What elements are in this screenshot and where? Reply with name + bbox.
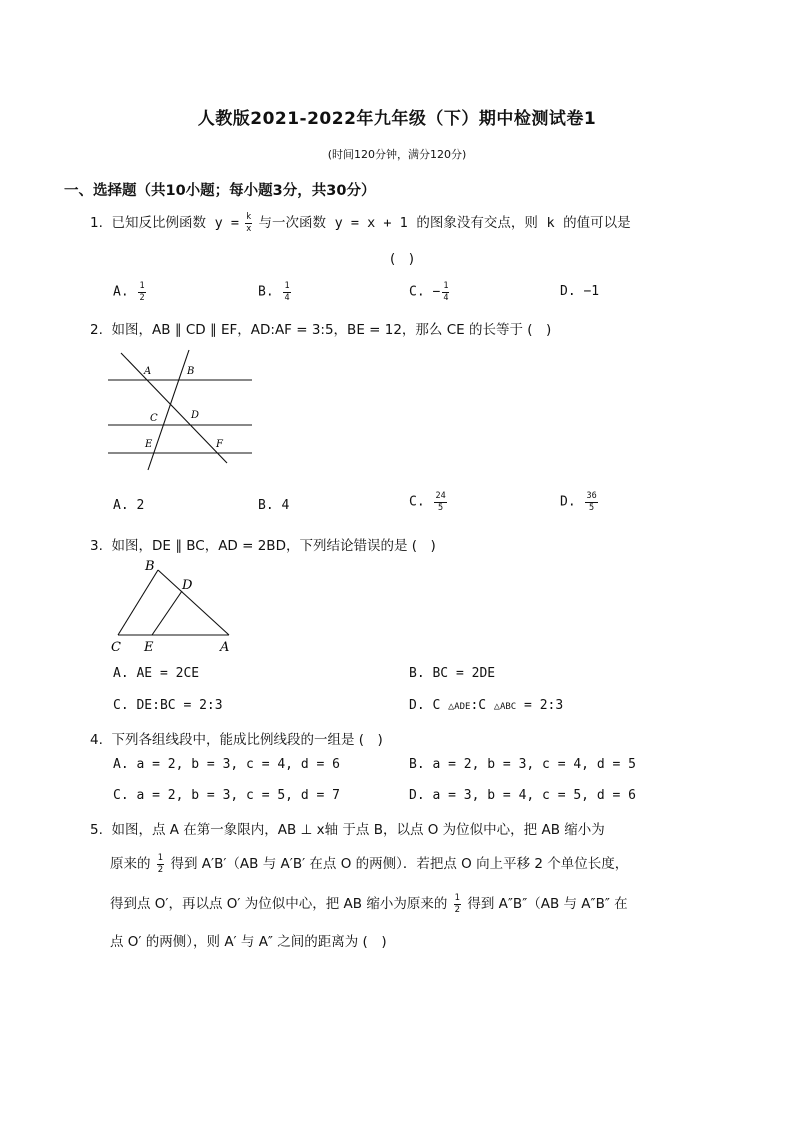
question-text: 如图，AB ∥ CD ∥ EF，AD:AF = 3:5，BE = 12，那么 CE 的长等于 ( ) <box>111 322 552 338</box>
question-number: 3. <box>90 538 103 554</box>
fraction: $\frac{1}{2}$ <box>139 281 145 303</box>
option-c: C. − $\frac{1}{4}$ <box>409 281 449 303</box>
option-c: C. a = 2, b = 3, c = 5, d = 7 <box>113 788 340 803</box>
option-b: B. a = 2, b = 3, c = 4, d = 5 <box>409 757 636 772</box>
page-title: 人教版2021-2022年九年级（下）期中检测试卷1 <box>197 109 597 129</box>
formula: y = <box>214 215 239 231</box>
question-5-line-3: 得到点 O′，再以点 O′ 为位似中心，把 AB 缩小为原来的 $\frac{1}{2}$ 得到 A″B″（AB 与 A″B″ 在 <box>110 893 628 915</box>
question-text: 的值可以是 <box>563 215 631 231</box>
fraction: $\frac{1}{2}$ <box>454 893 461 915</box>
question-text: 与一次函数 <box>258 215 326 231</box>
question-4 <box>90 728 383 748</box>
option-d: D. −1 <box>560 284 600 299</box>
question-5-line-2: 原来的 $\frac{1}{2}$ 得到 A′B′（AB 与 A′B′ 在点 O 的两侧）．若把点 O 向上平移 2 个单位长度， <box>110 853 629 875</box>
fraction: $\frac{1}{4}$ <box>443 281 449 303</box>
option-a: A. 2 <box>113 498 145 513</box>
figure-label-a: A <box>220 640 230 655</box>
figure-label-e: E <box>144 640 154 655</box>
figure-label-e: E <box>145 439 153 450</box>
figure-label-f: F <box>216 439 223 450</box>
question-number: 1. <box>90 215 103 231</box>
variable: k <box>546 215 555 231</box>
figure-label-c: C <box>111 640 121 655</box>
question-number: 4. <box>90 732 103 748</box>
figure-label-b: B <box>187 366 195 377</box>
option-b: B. BC = 2DE <box>409 666 496 681</box>
question-5 <box>90 818 605 838</box>
option-a: A. $\frac{1}{2}$ <box>113 281 145 303</box>
fraction: $\frac{k}{x}$ <box>246 212 252 234</box>
option-a: A. AE = 2CE <box>113 666 200 681</box>
question-2 <box>90 318 551 338</box>
question-5-line-4: 点 O′ 的两侧），则 A′ 与 A″ 之间的距离为 ( ) <box>110 934 387 950</box>
parallel-lines-figure <box>105 345 265 475</box>
question-text: 的图象没有交点，则 <box>416 215 538 231</box>
answer-paren: ( ) <box>390 251 415 267</box>
triangle-figure <box>106 555 246 655</box>
question-3 <box>90 534 436 554</box>
question-text: 已知反比例函数 <box>111 215 206 231</box>
option-d: D. C △ADE:C △ABC = 2:3 <box>409 698 564 713</box>
question-text: 如图，DE ∥ BC，AD = 2BD，下列结论错误的是 ( ) <box>111 538 436 554</box>
question-text: 如图，点 A 在第一象限内，AB ⊥ x轴 于点 B，以点 O 为位似中心，把 AB 缩小为 <box>111 822 605 838</box>
figure-label-b: B <box>145 559 155 574</box>
page-subtitle: (时间120分钟，满分120分) <box>327 148 467 161</box>
question-number: 5. <box>90 822 103 838</box>
fraction: $\frac{36}{5}$ <box>586 491 597 513</box>
option-c: C. DE:BC = 2:3 <box>113 698 223 713</box>
fraction: $\frac{1}{2}$ <box>157 853 164 875</box>
figure-label-c: C <box>150 413 158 424</box>
question-1 <box>90 211 631 233</box>
fraction: $\frac{24}{5}$ <box>435 491 446 513</box>
option-d: D. a = 3, b = 4, c = 5, d = 6 <box>409 788 636 803</box>
question-text: 下列各组线段中，能成比例线段的一组是 ( ) <box>111 732 383 748</box>
option-a: A. a = 2, b = 3, c = 4, d = 6 <box>113 757 340 772</box>
section-heading: 一、选择题（共10小题；每小题3分，共30分） <box>64 183 376 199</box>
figure-label-d: D <box>182 578 193 593</box>
figure-label-d: D <box>191 410 200 421</box>
fraction: $\frac{1}{4}$ <box>284 281 290 303</box>
option-b: B. $\frac{1}{4}$ <box>258 281 290 303</box>
question-number: 2. <box>90 322 103 338</box>
option-c: C. $\frac{24}{5}$ <box>409 491 446 513</box>
figure-label-a: A <box>144 366 152 377</box>
triangle-symbol: △ <box>448 701 455 712</box>
option-d: D. $\frac{36}{5}$ <box>560 491 597 513</box>
triangle-symbol: △ <box>493 701 500 712</box>
option-b: B. 4 <box>258 498 290 513</box>
formula: y = x + 1 <box>334 215 408 231</box>
